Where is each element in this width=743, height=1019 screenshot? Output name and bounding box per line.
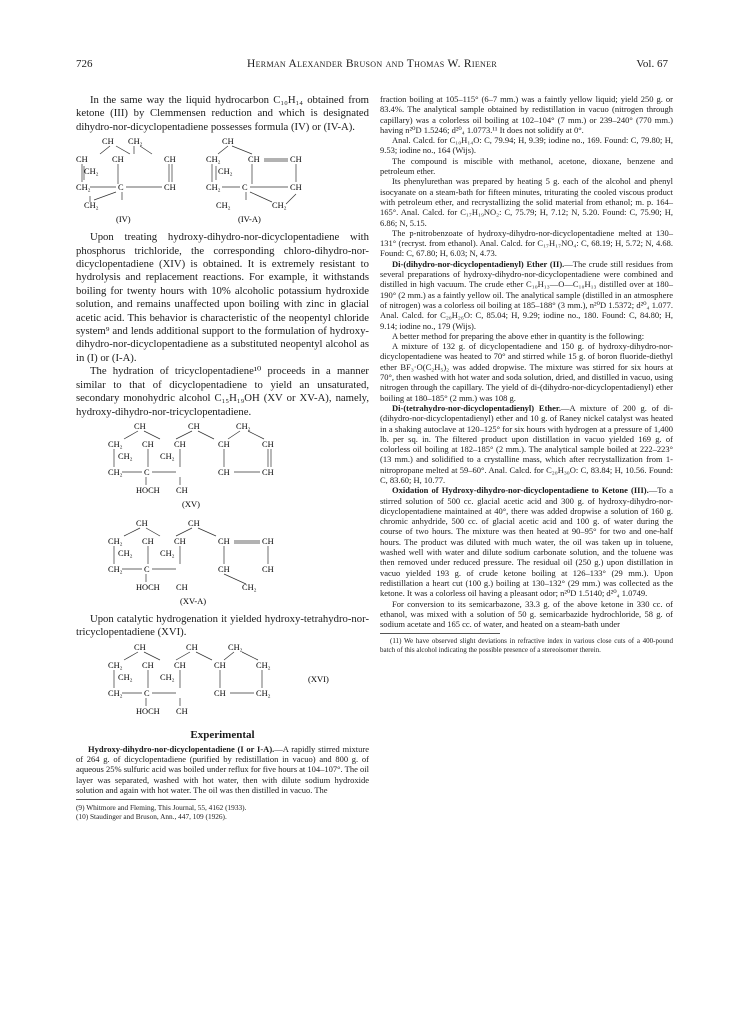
svg-text:CH₂: CH₂	[216, 201, 231, 211]
svg-text:CH: CH	[262, 467, 274, 477]
oxidation-title: Oxidation of Hydroxy-dihydro-nor-dicyclopentadiene to Ketone (III).	[392, 485, 649, 496]
svg-text:CH: CH	[174, 660, 186, 670]
structure-iv-iva	[76, 134, 369, 226]
paragraph-miscible: The compound is miscible with methanol, acetone, dioxane, benzene and petroleum ether.	[380, 155, 673, 177]
svg-text:CH₂: CH₂	[272, 201, 287, 211]
svg-text:CH₂: CH₂	[108, 564, 123, 574]
svg-text:CH: CH	[164, 155, 176, 165]
svg-text:CH: CH	[164, 183, 176, 193]
svg-text:CH: CH	[102, 137, 114, 147]
tetrahydro-title: Di-(tetrahydro-nor-dicyclopentadienyl) Ether.	[392, 402, 562, 413]
svg-text:CH: CH	[214, 660, 226, 670]
svg-text:CH₂: CH₂	[242, 582, 257, 592]
svg-text:CH: CH	[262, 564, 274, 574]
svg-text:CH: CH	[290, 183, 302, 193]
svg-text:CH: CH	[142, 439, 154, 449]
svg-text:CH: CH	[188, 518, 200, 528]
svg-text:CH₂: CH₂	[236, 421, 251, 431]
paragraph-semicarbazone: For conversion to its semicarbazone, 33.3 g. of the above ketone in 330 cc. of ethanol, was mixed with a solution of 50 g. semicarbazide hydrochloride, 58 g. of sodium acetate and 165 cc. of water, and heated on a steam-bath under	[380, 598, 673, 630]
svg-text:CH: CH	[174, 439, 186, 449]
svg-text:CH: CH	[176, 582, 188, 592]
svg-text:CH: CH	[186, 642, 198, 652]
footnote-rule-right	[380, 633, 500, 634]
paragraph-nitrobenzoate: The p-nitrobenzoate of hydroxy-dihydro-nor-dicyclopentadiene melted at 130–131° (recryst. from ethanol). Anal. Calcd. for C₁₇H₁₇NO₄: C, 68.19; H, 5.72; N, 4.68. Found: C, 67.80; H, 6.03; N, 4.73.	[380, 227, 673, 259]
svg-text:CH: CH	[76, 155, 88, 165]
paragraph-chloro: Upon treating hydroxy-dihydro-nor-dicyclopentadiene with phosphorus trichloride, the corresponding chloro-dihydro-nor-dicyclopentadiene (XIV) is obtained. It is extremely resistant to hydrolysis and replacement reactions. For example, it withstands boiling for twenty hours with 10% alcoholic potassium hydroxide solution, and remains unaffected upon boiling with zinc in glacial acetic acid. This behavior is characteristic of the neopentyl chloride system⁹ and lends additional support to the formulation of hydroxy-dihydro-nor-dicyclopentadiene as a substituted neopentyl alcohol as in (I) or (I-A).	[76, 231, 369, 364]
oxidation-text: —To a stirred solution of 500 cc. glacial acetic acid and 300 g. of hydroxy-dihydro-nor-dicyclopentadiene maintained at 40°, there was added dropwise a solution of 160 g. chromic anhydride, 500 cc. of glacial acetic acid and 100 g. of water during the course of two hours. The mixture was then heated at 90–95° for two and one-half hours. The product was diluted with much water, the oil was taken up in toluene, washed well with water and dilute sodium carbonate solution, and the toluene was then removed under reduced pressure. The residual oil (250 g.) upon distillation in vacuo yielded 193 g. of crude ketone boiling at 126–133° (29 mm.). Upon redistillation a heart cut (100 g.) boiling at 130–132° (29 mm.) was collected as the ketone. It was a colorless oil having a pleasant odor; n²⁰D 1.5140; d²⁰₄ 1.0749.	[380, 485, 673, 599]
svg-text:CH₂: CH₂	[108, 660, 123, 670]
svg-text:CH: CH	[214, 688, 226, 698]
svg-text:C: C	[144, 564, 150, 574]
ether-title: Di-(dihydro-nor-dicyclopentadienyl) Ether (II).	[392, 258, 565, 269]
svg-text:CH₂: CH₂	[160, 672, 175, 682]
svg-text:C: C	[144, 467, 150, 477]
svg-text:CH₂: CH₂	[206, 183, 221, 193]
svg-text:CH₂: CH₂	[206, 155, 221, 165]
svg-text:CH₂: CH₂	[118, 548, 133, 558]
svg-text:HOCH: HOCH	[136, 485, 160, 495]
svg-text:CH₂: CH₂	[108, 536, 123, 546]
svg-text:CH: CH	[176, 485, 188, 495]
paragraph-oxidation	[380, 485, 673, 598]
preparation-title: Hydroxy-dihydro-nor-dicyclopentadiene (I or I-A).	[88, 743, 275, 754]
page-header	[76, 58, 668, 74]
svg-text:CH₂: CH₂	[118, 451, 133, 461]
paragraph-mixture: A mixture of 132 g. of dicyclopentadiene and 150 g. of hydroxy-dihydro-nor-dicyclopentadiene was heated to 70° and stirred while 15 g. of boron fluoride-diethyl ether BF₃·O(C₂H₅)₂ was added dropwise. The mixture was stirred for six hours at 70°, then washed with hot water and soda solution, dried, and distilled in vacuo, using nitrogen through the capillary. The yield of di-(dihydro-nor-dicyclopentadienyl) ether boiling at 180–185° (2 mm.) was 108 g.	[380, 341, 673, 403]
svg-text:C: C	[144, 688, 150, 698]
structure-xv	[76, 419, 369, 511]
svg-text:CH: CH	[262, 536, 274, 546]
paragraph-analysis-1: Anal. Calcd. for C₁₀H₁₄O: C, 79.94; H, 9.39; iodine no., 169. Found: C, 79.80; H, 9.53; iodine no., 164 (Wijs).	[380, 135, 673, 156]
footnote-11: (11) We have observed slight deviations in refractive index in various close cuts of a 400-pound batch of this alcohol indicating the possible presence of a stereoisomer therein.	[380, 637, 673, 655]
section-heading-experimental: Experimental	[190, 728, 255, 741]
svg-text:CH₂: CH₂	[256, 660, 271, 670]
svg-text:CH₂: CH₂	[76, 183, 91, 193]
svg-text:CH₂: CH₂	[108, 467, 123, 477]
svg-text:CH: CH	[176, 706, 188, 716]
label-xv: (XV)	[182, 498, 200, 509]
paragraph-preparation	[76, 744, 369, 795]
svg-text:CH₂: CH₂	[84, 167, 99, 177]
svg-text:CH: CH	[248, 155, 260, 165]
svg-text:CH: CH	[290, 155, 302, 165]
svg-text:CH: CH	[188, 421, 200, 431]
svg-text:CH: CH	[142, 536, 154, 546]
svg-text:CH₂: CH₂	[108, 439, 123, 449]
label-iva: (IV-A)	[238, 214, 261, 225]
paragraph-better-method: A better method for preparing the above ether in quantity is the following:	[392, 330, 645, 341]
paragraph-phenylurethan: Its phenylurethan was prepared by heating 5 g. each of the alcohol and phenyl isocyanate on a steam-bath for fifteen minutes, triturating the cooled viscous product with petroleum ether, and recrystallizing the solid material from ethanol; m. p. 164–165°. Anal. Calcd. for C₁₇H₁₉NO₂: C, 75.79; H, 7.12; N, 5.20. Found: C, 75.90; H, 6.86; N, 5.15.	[380, 176, 673, 228]
svg-text:CH: CH	[174, 536, 186, 546]
paragraph-hydration: The hydration of tricyclopentadiene¹⁰ proceeds in a manner similar to that of dicyclopentadiene to yield an unsaturated, secondary monohydric alcohol C₁₅H₁₉OH (XV or XV-A), namely, hydroxy-dihydro-nor-tricyclopentadiene.	[76, 365, 369, 418]
volume-number: Vol. 67	[636, 58, 668, 70]
svg-text:CH: CH	[218, 564, 230, 574]
label-xvi: (XVI)	[308, 673, 329, 684]
footnote-rule	[76, 799, 196, 800]
ether-text: —The crude still residues from several preparations of hydroxy-dihydro-nor-dicyclopentadiene were combined and distilled in high vacuum. The crude ether C₁₀H₁₃—O—C₁₀H₁₃ distilled over at 180–190° (2 mm.) as a faintly yellow oil. The analytical sample (distilled in an atmosphere of nitrogen) was a colorless oil boiling at 185–188° (3 mm.), n²⁰D 1.5372; d²⁰₄ 1.077. Anal. Calcd. for C₂₀H₂₆O: C, 85.04; H, 9.29; iodine no., 180. Found: C, 84.80; H, 9.14; iodine no., 179 (Wijs).	[380, 258, 673, 331]
right-column	[380, 94, 673, 655]
svg-text:CH₂: CH₂	[228, 642, 243, 652]
svg-text:CH₂: CH₂	[128, 137, 143, 147]
footnote-9: (9) Whitmore and Fleming, This Journal, 55, 4162 (1933).	[76, 803, 247, 813]
svg-text:CH: CH	[134, 642, 146, 652]
svg-text:CH₂: CH₂	[160, 451, 175, 461]
footnote-10: (10) Staudinger and Bruson, Ann., 447, 109 (1926).	[76, 812, 227, 822]
svg-text:C: C	[118, 183, 124, 193]
svg-text:CH: CH	[262, 439, 274, 449]
structure-xvi	[76, 640, 369, 720]
svg-text:CH: CH	[142, 660, 154, 670]
paragraph-hydrogenation: Upon catalytic hydrogenation it yielded hydroxy-tetrahydro-nor-tricyclopentadiene (XVI).	[76, 612, 369, 639]
svg-text:CH: CH	[112, 155, 124, 165]
svg-text:CH: CH	[136, 518, 148, 528]
svg-text:C: C	[242, 183, 248, 193]
svg-text:CH₂: CH₂	[218, 167, 233, 177]
left-column	[76, 94, 369, 821]
paragraph-ether	[380, 259, 673, 331]
paragraph-fraction: fraction boiling at 105–115° (6–7 mm.) was a faintly yellow liquid; yield 250 g. or 83.4%. The analytical sample obtained by redistillation in vacuo (nitrogen through capillary) was a colorless oil boiling at 102–104° (7 mm.) or 239–240° (770 mm.) having n²⁰D 1.5246; d²⁰₄ 1.0773.¹¹ It does not solidify at 0°.	[380, 94, 673, 135]
paragraph-iv-intro: In the same way the liquid hydrocarbon C₁₀H₁₄ obtained from ketone (III) by Clemmensen reduction and which is designated dihydro-nor-dicyclopentadiene possesses formula (IV) or (IV-A).	[76, 94, 369, 133]
label-xva: (XV-A)	[180, 595, 207, 606]
svg-text:CH: CH	[134, 421, 146, 431]
svg-text:HOCH: HOCH	[136, 706, 160, 716]
label-iv: (IV)	[116, 214, 131, 225]
svg-text:CH: CH	[218, 467, 230, 477]
svg-text:CH₂: CH₂	[160, 548, 175, 558]
svg-text:CH₂: CH₂	[84, 201, 99, 211]
preparation-text: —A rapidly stirred mixture of 264 g. of dicyclopentadiene (purified by redistillation in vacuo) and 800 g. of aqueous 25% sulfuric acid was boiled under reflux for five hours at 104–107°. The oil layer was separated, washed with hot water, then with dilute sodium hydroxide solution and again with hot water. The oil was then distilled in vacuo. The	[76, 743, 370, 795]
structure-iv	[76, 137, 176, 210]
page-number: 726	[76, 58, 93, 70]
svg-text:CH₂: CH₂	[256, 688, 271, 698]
structure-iva	[206, 137, 302, 210]
svg-text:CH₂: CH₂	[108, 688, 123, 698]
svg-text:CH: CH	[222, 137, 234, 147]
structure-xva	[76, 516, 369, 608]
svg-text:CH₂: CH₂	[118, 672, 133, 682]
svg-text:CH: CH	[218, 536, 230, 546]
svg-text:HOCH: HOCH	[136, 582, 160, 592]
running-title: Herman Alexander Bruson and Thomas W. Riener	[247, 58, 497, 70]
svg-text:CH: CH	[218, 439, 230, 449]
paragraph-tetrahydro-ether	[380, 403, 673, 485]
tetrahydro-text: —A mixture of 200 g. of di-(dihydro-nor-dicyclopentadienyl) ether and 10 g. of Raney nickel catalyst was heated in a shaking autoclave at 120–125° for six hours with hydrogen at a pressure of 1,400 lb. per sq. in. The filtered product upon distillation in vacuo yielded 169 g. of colorless oil boiling at 182–185° (2 mm.). The analytical sample boiled at 222–223° (13 mm.) and solidified to a crystalline mass, which after recrystallization from 1-nitropropane melted at 59–60°. Anal. Calcd. for C₂₀H₃₀O: C, 83.84; H, 10.56. Found: C, 83.60; H, 10.77.	[380, 402, 673, 485]
